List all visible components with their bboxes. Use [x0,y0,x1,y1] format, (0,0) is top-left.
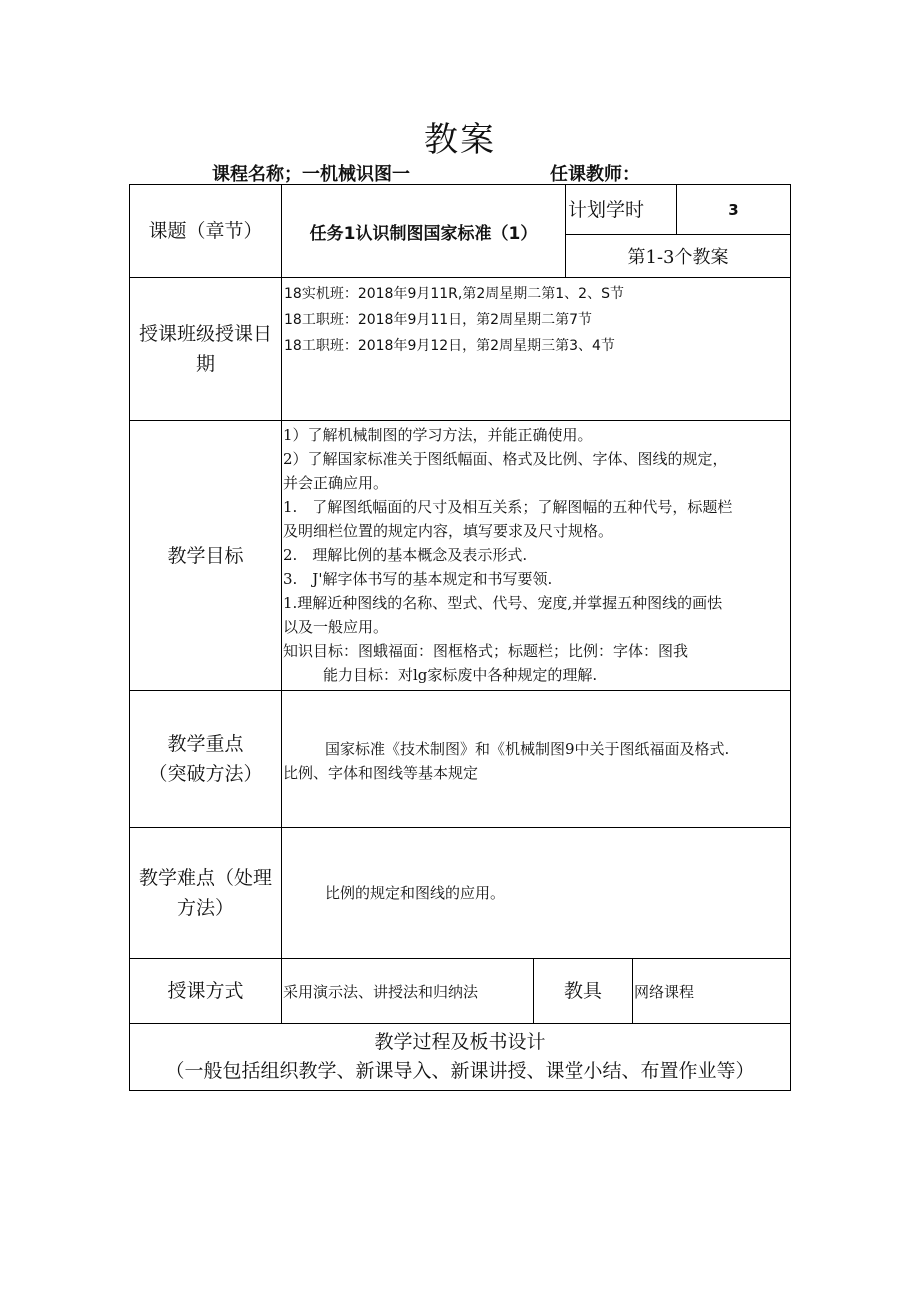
planned-hours-value: 3 [728,200,739,219]
objectives-label: 教学目标 [167,544,244,567]
method-label: 授课方式 [167,980,244,1002]
key-points-label-line: 教学重点 [167,733,244,755]
process-title: 教学过程及板书设计 [374,1031,546,1053]
schedule-line: 18工职班：2018年9月11日，第2周星期二第7节 [284,312,592,328]
topic-value: 任务1认识制图国家标准（1） [309,223,538,244]
process-subtitle: （一般包括组织教学、新课导入、新课讲授、课堂小结、布置作业等） [165,1060,755,1082]
tools-value: 网络课程 [634,982,695,1001]
schedule-line: 18实机班：2018年9月11R,第2周星期二第1、2、S节 [284,286,624,302]
course-name: 课程名称；一机械识图一 [212,164,410,185]
difficulties-label-line: 方法） [176,897,234,919]
objective-line: 1. 了解图纸幅面的尺寸及相互关系；了解图幅的五种代号，标题栏 [283,498,733,516]
key-points-label-line: （突破方法） [148,763,263,785]
teacher-label: 任课教师： [550,164,640,185]
objective-line: 1.理解近种图线的名称、型式、代号、宠度,并掌握五种图线的画怯 [283,594,723,612]
objective-line: 能力目标：对lg家标废中各种规定的理解. [323,666,598,684]
key-points-text [283,737,789,785]
topic-label: 课题（章节） [148,220,263,242]
difficulties-text: 比例的规定和图线的应用。 [325,884,506,902]
key-points-label [130,691,281,827]
key-points-line: 国家标准《技术制图》和《机械制图9中关于图纸福面及格式. [325,740,730,758]
planned-hours-label: 计划学时 [568,198,645,221]
objective-line: 2）了解国家标准关于图纸幅面、格式及比例、字体、图线的规定， [283,450,728,468]
objective-line: 2. 理解比例的基本概念及表示形式. [283,546,528,564]
objective-line: 1）了解机械制图的学习方法，并能正确使用。 [283,426,593,444]
plan-number: 第1-3个教案 [627,247,729,268]
difficulties-label-line: 教学难点（处理 [138,867,272,889]
objectives-list [283,423,789,687]
objective-line: 以及一般应用。 [283,618,389,636]
page-title: 教案 [424,120,496,160]
objective-line: 知识目标：图蛾福面：图框格式；标题栏；比例：字体：图我 [283,642,689,660]
key-points-line: 比例、字体和图线等基本规定 [283,764,479,782]
difficulties-label [130,828,281,958]
tools-label: 教具 [563,980,602,1002]
objective-line: 及明细栏位置的规定内容，填写要求及尺寸规格。 [283,522,614,540]
objective-line: 并会正确应用。 [283,474,389,492]
schedule-line: 18工职班：2018年9月12日，第2周星期三第3、4节 [284,338,615,354]
objective-line: 3. J'解字体书写的基本规定和书写要领. [283,570,553,588]
schedule-label: 授课班级授课日期 [138,323,272,375]
process-header [130,1024,790,1090]
schedule-list [284,281,789,359]
method-value: 采用演示法、讲授法和归纳法 [283,982,479,1001]
